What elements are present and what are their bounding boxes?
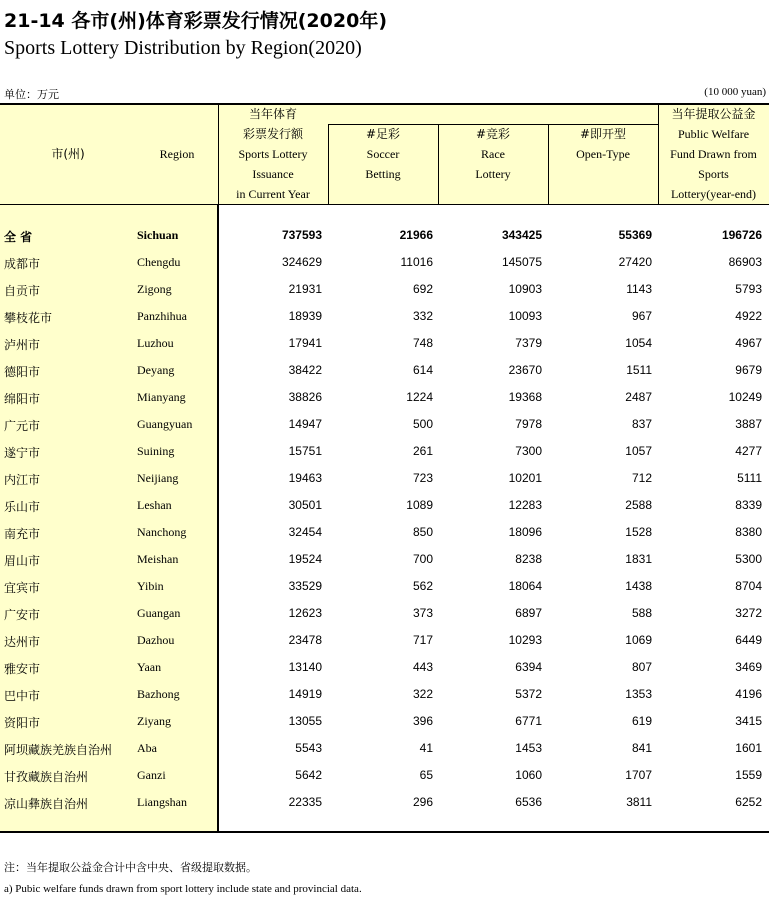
open-type-value: 619 [631,714,652,728]
race-value: 23670 [508,363,542,377]
soccer-value: 332 [412,309,433,323]
welfare-fund-value: 3469 [735,660,762,674]
soccer-value: 373 [412,606,433,620]
region-name-en: Zigong [137,282,172,296]
open-type-value: 1511 [626,363,652,377]
race-value: 8238 [515,552,542,566]
issuance-value: 737593 [281,228,322,242]
region-name-en: Guangyuan [137,417,193,431]
race-value: 6771 [515,714,542,728]
region-name-en: Aba [137,741,157,755]
header-fund-en: Fund Drawn from [670,147,757,161]
region-name-cn: 自贡市 [4,284,41,298]
region-name-en: Dazhou [137,633,175,647]
header-issuance-cn2: 彩票发行额 [242,127,303,141]
issuance-value: 14947 [288,417,322,431]
welfare-fund-value: 1601 [735,741,762,755]
header-fund-cn: 当年提取公益金 [671,107,756,121]
header-issuance-en: Issuance [252,167,294,181]
race-value: 10201 [508,471,542,485]
region-name-en: Nanchong [137,525,187,539]
soccer-value: 500 [412,417,433,431]
race-value: 12283 [508,498,542,512]
welfare-fund-value: 4922 [735,309,762,323]
welfare-fund-value: 4277 [735,444,762,458]
unit-label-cn: 单位：万元 [4,88,59,101]
header-soccer-cn: #足彩 [365,127,401,141]
race-value: 145075 [501,255,542,269]
welfare-fund-value: 3887 [735,417,762,431]
issuance-value: 15751 [288,444,322,458]
table-row [0,438,769,465]
region-name-en: Chengdu [137,255,181,269]
region-name-en: Liangshan [137,795,187,809]
race-value: 6394 [515,660,542,674]
welfare-fund-value: 3415 [735,714,762,728]
region-name-en: Suining [137,444,175,458]
table-row [0,654,769,681]
issuance-value: 18939 [288,309,322,323]
issuance-value: 324629 [281,255,322,269]
welfare-fund-value: 5300 [735,552,762,566]
race-value: 1060 [515,768,542,782]
header-open-en: Open-Type [576,147,630,161]
soccer-value: 1224 [406,390,433,404]
race-value: 343425 [501,228,542,242]
region-name-en: Panzhihua [137,309,187,323]
region-name-cn: 乐山市 [4,500,41,514]
open-type-value: 967 [631,309,652,323]
race-value: 10093 [508,309,542,323]
issuance-value: 33529 [288,579,322,593]
table-row [0,573,769,600]
region-name-en: Ziyang [137,714,171,728]
welfare-fund-value: 196726 [721,228,762,242]
header-soccer-en: Soccer [366,147,400,161]
open-type-value: 3811 [626,795,652,809]
region-name-cn: 达州市 [4,635,41,649]
region-name-en: Guangan [137,606,181,620]
welfare-fund-value: 9679 [735,363,762,377]
table-row [0,681,769,708]
race-value: 18064 [508,579,542,593]
welfare-fund-value: 6252 [735,795,762,809]
region-name-cn: 广元市 [4,419,41,433]
soccer-value: 21966 [399,228,433,242]
unit-label-en: (10 000 yuan) [704,86,766,98]
soccer-value: 322 [412,687,433,701]
soccer-value: 723 [412,471,433,485]
region-name-en: Luzhou [137,336,174,350]
open-type-value: 837 [631,417,652,431]
soccer-value: 11016 [400,255,433,269]
table-row [0,357,769,384]
open-type-value: 55369 [618,228,652,242]
table-row [0,600,769,627]
race-value: 6897 [515,606,542,620]
soccer-value: 41 [419,741,433,755]
issuance-value: 38826 [288,390,322,404]
region-name-en: Deyang [137,363,175,377]
race-value: 18096 [508,525,542,539]
issuance-value: 38422 [288,363,322,377]
open-type-value: 712 [631,471,652,485]
table-row [0,546,769,573]
soccer-value: 443 [412,660,433,674]
soccer-value: 850 [412,525,433,539]
welfare-fund-value: 10249 [728,390,762,404]
soccer-value: 65 [419,768,433,782]
footnote-en: a) Pubic welfare funds drawn from sport lottery include state and provincial data. [4,883,362,895]
header-issuance-en: in Current Year [236,187,310,201]
welfare-fund-value: 5111 [737,471,762,485]
region-name-cn: 成都市 [4,257,41,271]
table-row [0,492,769,519]
issuance-value: 13140 [288,660,322,674]
issuance-value: 13055 [288,714,322,728]
open-type-value: 1057 [625,444,652,458]
soccer-value: 1089 [406,498,433,512]
region-name-cn: 巴中市 [4,689,41,703]
open-type-value: 1069 [625,633,652,647]
open-type-value: 1353 [625,687,652,701]
soccer-value: 562 [412,579,433,593]
header-city-cn: 市(州) [51,147,85,161]
region-name-en: Meishan [137,552,179,566]
open-type-value: 2487 [625,390,652,404]
issuance-value: 14919 [288,687,322,701]
issuance-value: 30501 [288,498,322,512]
region-name-en: Leshan [137,498,172,512]
region-name-cn: 全 省 [4,230,33,244]
table-bottom-rule [0,831,769,833]
header-issuance-cn: 当年体育 [248,107,297,121]
welfare-fund-value: 1559 [735,768,762,782]
issuance-value: 21931 [288,282,322,296]
open-type-value: 1143 [626,282,652,296]
region-name-cn: 眉山市 [4,554,41,568]
header-region-en: Region [159,147,195,161]
welfare-fund-value: 8704 [735,579,762,593]
welfare-fund-value: 6449 [735,633,762,647]
issuance-value: 32454 [288,525,322,539]
issuance-value: 19463 [288,471,322,485]
issuance-value: 22335 [288,795,322,809]
region-name-cn: 绵阳市 [4,392,41,406]
issuance-value: 19524 [288,552,322,566]
issuance-value: 5543 [295,741,322,755]
race-value: 7379 [515,336,542,350]
soccer-value: 396 [412,714,433,728]
header-race-cn: #竞彩 [475,127,511,141]
table-row [0,789,769,816]
region-name-en: Bazhong [137,687,180,701]
race-value: 7978 [515,417,542,431]
open-type-value: 2588 [625,498,652,512]
region-name-cn: 攀枝花市 [4,311,53,325]
region-name-en: Ganzi [137,768,166,782]
table-row [0,465,769,492]
soccer-value: 614 [412,363,433,377]
race-value: 10903 [508,282,542,296]
header-fund-en: Public Welfare [677,127,750,141]
soccer-value: 261 [412,444,433,458]
region-name-cn: 凉山彝族自治州 [4,797,89,811]
issuance-value: 23478 [288,633,322,647]
table-row [0,627,769,654]
welfare-fund-value: 8380 [735,525,762,539]
region-name-en: Neijiang [137,471,179,485]
open-type-value: 1054 [625,336,652,350]
welfare-fund-value: 4967 [735,336,762,350]
race-value: 6536 [515,795,542,809]
open-type-value: 807 [631,660,652,674]
table-row-total [0,222,769,249]
region-name-en: Yibin [137,579,164,593]
table-row [0,519,769,546]
footnote-cn: 注：当年提取公益金合计中含中央、省级提取数据。 [4,861,257,874]
open-type-value: 841 [631,741,652,755]
welfare-fund-value: 3272 [735,606,762,620]
header-fund-en: Sports [698,167,729,181]
race-value: 5372 [515,687,542,701]
soccer-value: 296 [412,795,433,809]
table-row [0,303,769,330]
issuance-value: 12623 [288,606,322,620]
soccer-value: 748 [412,336,433,350]
open-type-value: 1831 [625,552,652,566]
region-name-cn: 广安市 [4,608,41,622]
welfare-fund-value: 86903 [728,255,762,269]
region-name-en: Yaan [137,660,162,674]
open-type-value: 1528 [625,525,652,539]
issuance-value: 17941 [288,336,322,350]
table-row [0,384,769,411]
table-row [0,249,769,276]
region-name-cn: 泸州市 [4,338,41,352]
region-name-cn: 德阳市 [4,365,41,379]
open-type-value: 27420 [618,255,652,269]
page-title-en: Sports Lottery Distribution by Region(2020) [4,37,362,59]
page-title-cn: 21-14 各市(州)体育彩票发行情况(2020年) [4,10,387,32]
issuance-value: 5642 [295,768,322,782]
table-row [0,708,769,735]
region-name-cn: 宜宾市 [4,581,41,595]
region-name-cn: 南充市 [4,527,41,541]
race-value: 19368 [508,390,542,404]
table-row [0,411,769,438]
open-type-value: 588 [631,606,652,620]
race-value: 10293 [508,633,542,647]
header-race-en: Race [481,147,505,161]
region-name-cn: 阿坝藏族羌族自治州 [4,743,113,757]
region-name-en: Sichuan [137,228,179,242]
soccer-value: 692 [412,282,433,296]
open-type-value: 1438 [625,579,652,593]
region-name-cn: 雅安市 [4,662,41,676]
region-name-cn: 内江市 [4,473,41,487]
soccer-value: 717 [412,633,433,647]
header-issuance-en: Sports Lottery [238,147,308,161]
header-open-cn: #即开型 [579,127,627,141]
header-fund-en: Lottery(year-end) [670,187,757,201]
table-row [0,735,769,762]
region-name-cn: 甘孜藏族自治州 [4,770,89,784]
soccer-value: 700 [412,552,433,566]
header-soccer-en: Betting [365,167,401,181]
table-row [0,276,769,303]
race-value: 7300 [515,444,542,458]
open-type-value: 1707 [625,768,652,782]
table-row [0,330,769,357]
welfare-fund-value: 4196 [735,687,762,701]
race-value: 1453 [515,741,542,755]
welfare-fund-value: 5793 [735,282,762,296]
region-name-cn: 遂宁市 [4,446,41,460]
table-row [0,762,769,789]
welfare-fund-value: 8339 [735,498,762,512]
header-race-en: Lottery [475,167,511,181]
region-name-cn: 资阳市 [4,716,41,730]
region-name-en: Mianyang [137,390,186,404]
